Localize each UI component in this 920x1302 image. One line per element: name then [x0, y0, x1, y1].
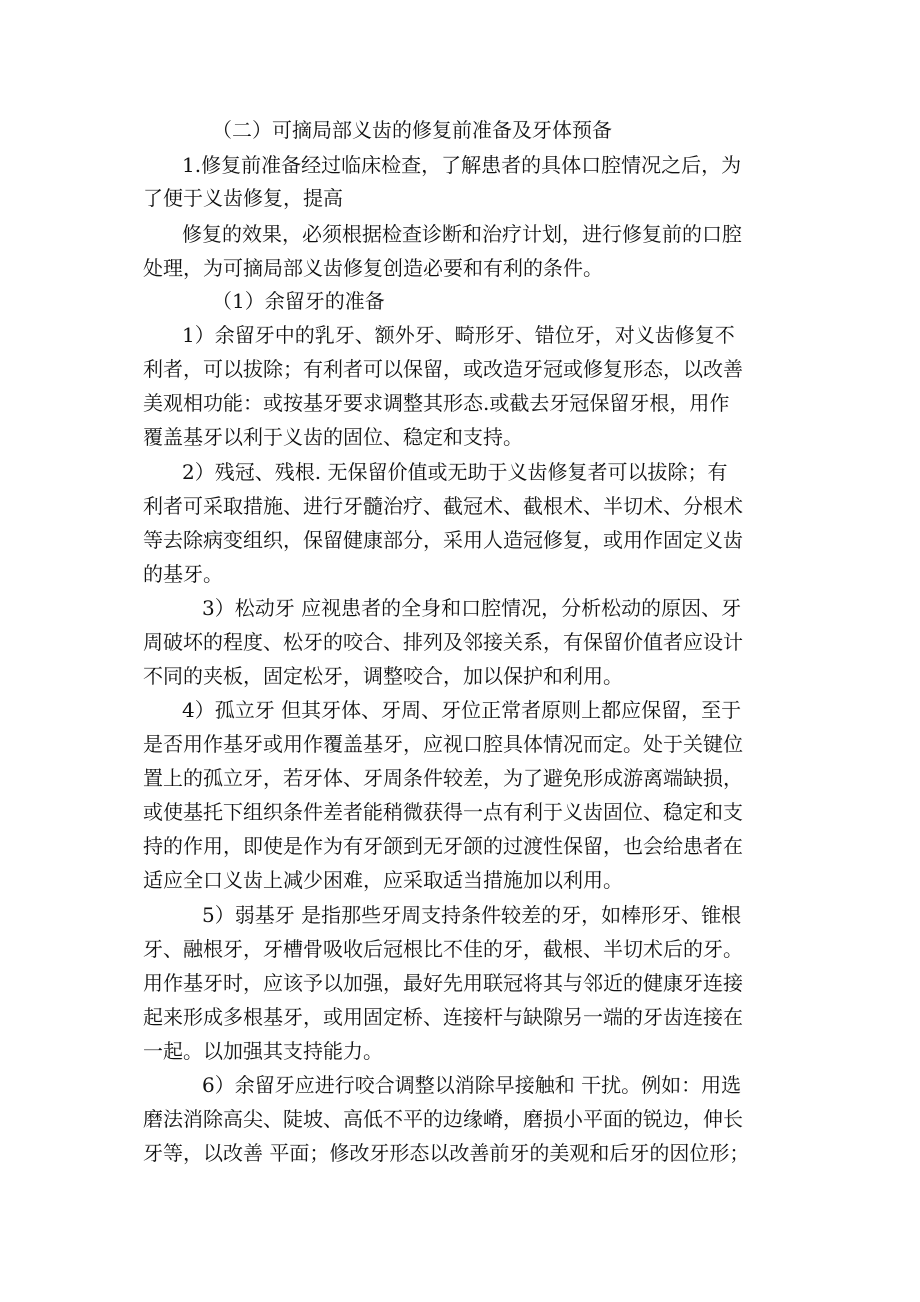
paragraph-line: 覆盖基牙以利于义齿的固位、稳定和支持。 — [143, 425, 523, 449]
paragraph-line: 修复的效果，必须根据检查诊断和治疗计划，进行修复前的口腔 — [182, 222, 742, 246]
paragraph-line: 用作基牙时，应该予以加强，最好先用联冠将其与邻近的健康牙连接 — [143, 971, 743, 995]
paragraph-line: 牙、融根牙，牙槽骨吸收后冠根比不佳的牙，截根、半切术后的牙。 — [143, 937, 743, 961]
paragraph-line: 的基牙。 — [143, 562, 223, 586]
paragraph-line: 适应全口义齿上减少困难，应采取适当措施加以利用。 — [143, 868, 623, 892]
paragraph-line: 3）松动牙 应视患者的全身和口腔情况，分析松动的原因、牙 — [202, 596, 742, 620]
paragraph-line: 等去除病变组织，保留健康部分，采用人造冠修复，或用作固定义齿 — [143, 528, 743, 552]
paragraph-line: 美观相功能：或按基牙要求调整其形态.或截去牙冠保留牙根，用作 — [143, 391, 730, 415]
paragraph-line: 6）余留牙应进行咬合调整以消除早接触和 干扰。例如：用选 — [202, 1073, 742, 1097]
paragraph-line: 牙等，以改善 平面；修改牙形态以改善前牙的美观和后牙的因位形； — [143, 1141, 750, 1165]
paragraph-line: 周破坏的程度、松牙的咬合、排列及邻接关系，有保留价值者应设计 — [143, 630, 743, 654]
paragraph-line: 一起。以加强其支持能力。 — [143, 1039, 383, 1063]
paragraph-line: 2）残冠、残根. 无保留价值或无助于义齿修复者可以拔除；有 — [182, 460, 728, 484]
paragraph-line: 或使基托下组织条件差者能稍微获得一点有利于义齿固位、稳定和支 — [143, 800, 743, 824]
paragraph-line: 了便于义齿修复，提高 — [143, 186, 343, 210]
paragraph-line: 持的作用，即使是作为有牙颌到无牙颌的过渡性保留，也会给患者在 — [143, 834, 743, 858]
paragraph-line: 磨法消除高尖、陡坡、高低不平的边缘嵴，磨损小平面的锐边，伸长 — [143, 1107, 743, 1131]
paragraph-line: 4）孤立牙 但其牙体、牙周、牙位正常者原则上都应保留，至于 — [182, 698, 742, 722]
paragraph-line: 不同的夹板，固定松牙，调整咬合，加以保护和利用。 — [143, 664, 623, 688]
paragraph-line: 5）弱基牙 是指那些牙周支持条件较差的牙，如棒形牙、锥根 — [202, 903, 742, 927]
paragraph-line: 1）余留牙中的乳牙、额外牙、畸形牙、错位牙，对义齿修复不 — [182, 323, 735, 347]
paragraph-line: 起来形成多根基牙，或用固定桥、连接杆与缺隙另一端的牙齿连接在 — [143, 1005, 743, 1029]
paragraph-line: （1）余留牙的准备 — [212, 289, 385, 313]
paragraph-line: 是否用作基牙或用作覆盖基牙，应视口腔具体情况而定。处于关键位 — [143, 732, 743, 756]
paragraph-line: 1.修复前准备经过临床检查，了解患者的具体口腔情况之后，为 — [182, 153, 742, 177]
paragraph-line: 利者，可以拔除；有利者可以保留，或改造牙冠或修复形态，以改善 — [143, 357, 743, 381]
paragraph-line: 利者可采取措施、进行牙髓治疗、截冠术、截根术、半切术、分根术 — [143, 494, 743, 518]
section-heading: （二）可摘局部义齿的修复前准备及牙体预备 — [212, 118, 612, 142]
paragraph-line: 处理，为可摘局部义齿修复创造必要和有利的条件。 — [143, 256, 603, 280]
paragraph-line: 置上的孤立牙，若牙体、牙周条件较差，为了避免形成游离端缺损， — [143, 766, 743, 790]
